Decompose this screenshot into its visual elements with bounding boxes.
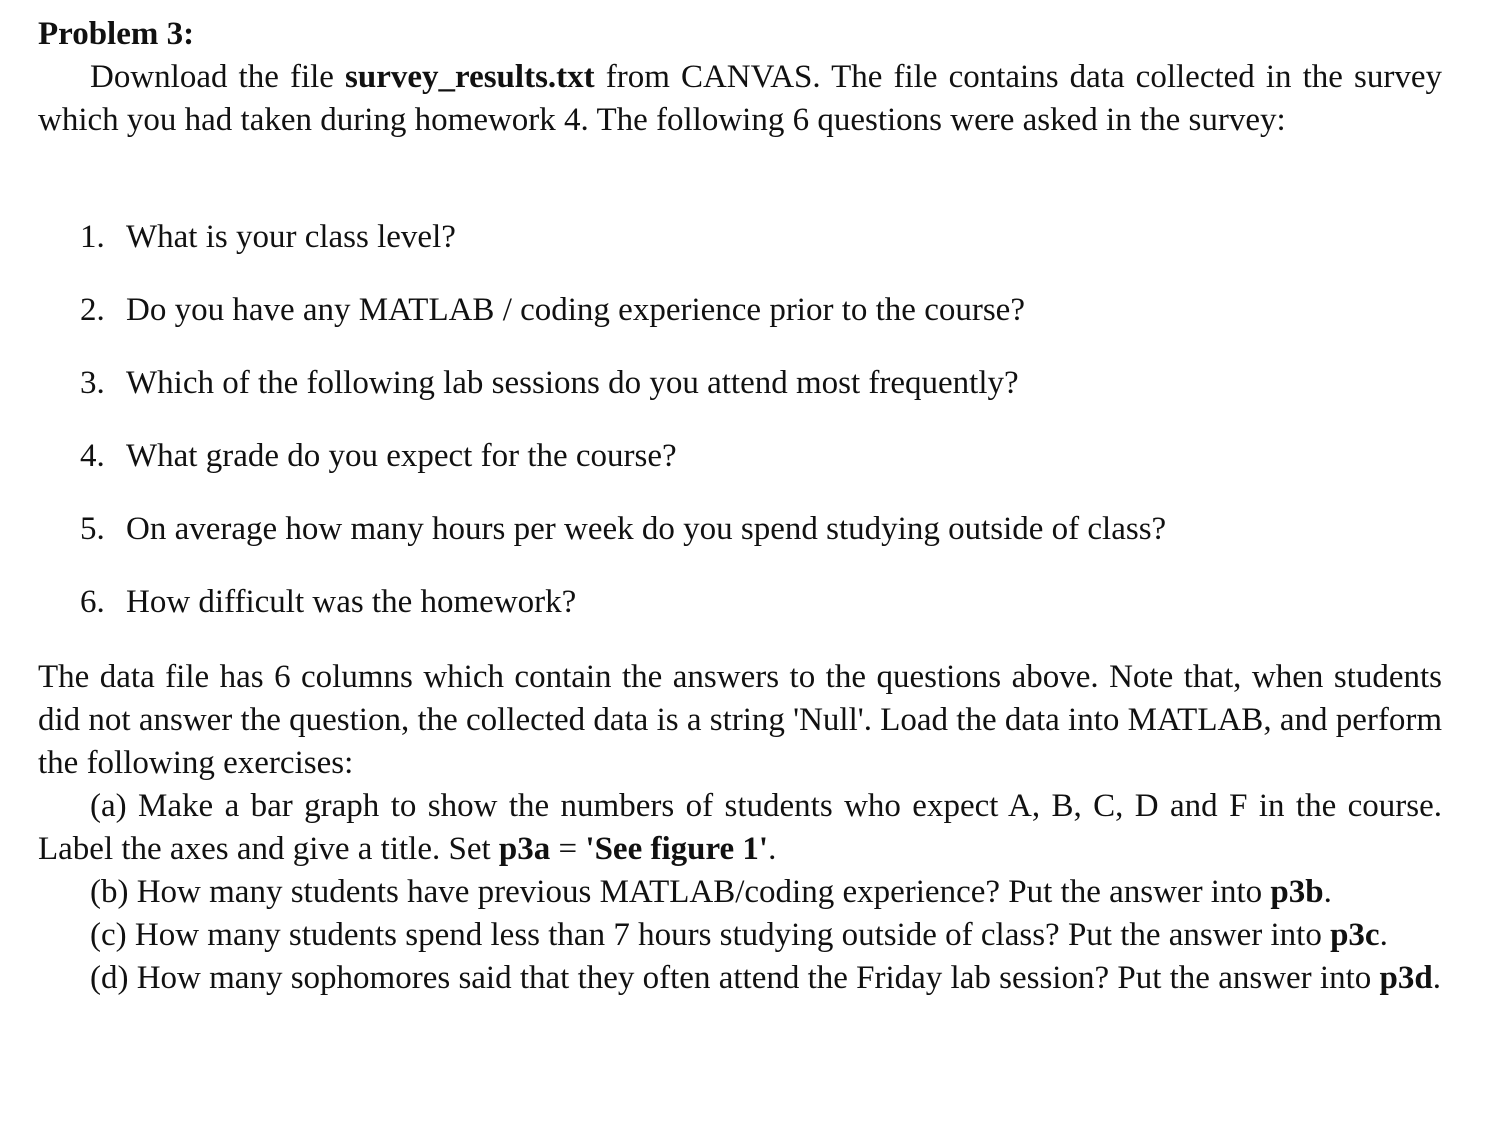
exercise-b-variable: p3b — [1270, 874, 1324, 910]
question-number: 6. — [80, 584, 105, 620]
exercise-c — [38, 914, 1442, 957]
question-number: 4. — [80, 438, 105, 474]
exercise-a-equals: = — [550, 831, 586, 867]
exercise-b-text: (b) How many students have previous MATLAB/coding experience? Put the answer into — [90, 874, 1271, 910]
exercise-c-end: . — [1379, 917, 1388, 953]
exercise-b — [38, 871, 1442, 914]
question-text: Which of the following lab sessions do you attend most frequently? — [126, 365, 1019, 401]
question-text: What is your class level? — [126, 219, 456, 255]
question-item — [80, 433, 1166, 506]
exercise-a — [38, 785, 1442, 871]
question-item — [80, 360, 1166, 433]
exercise-a-variable: p3a — [498, 831, 551, 867]
exercise-d-end: . — [1432, 960, 1441, 996]
exercise-a-value: 'See figure 1' — [585, 831, 769, 867]
question-number: 5. — [80, 511, 105, 547]
exercise-d-variable: p3d — [1379, 960, 1433, 996]
intro-paragraph — [38, 56, 1442, 142]
intro-filename: survey_results.txt — [345, 59, 595, 95]
question-item — [80, 579, 1166, 652]
data-paragraph: The data file has 6 columns which contain the answers to the questions above. Note that, when students did not answer the question, the collected data is a string 'Null'. Load the data into MATLAB, and perform the following exercises: — [38, 659, 1442, 781]
exercise-list — [38, 785, 1442, 1000]
intro-text-end: from CANVAS. The file contains data collected in the survey which you had taken during homework 4. The following 6 questions were asked in the survey: — [38, 59, 1442, 138]
question-text: On average how many hours per week do you spend studying outside of class? — [126, 511, 1167, 547]
problem-heading: Problem 3: — [38, 16, 195, 52]
exercise-a-text: (a) Make a bar graph to show the numbers of students who expect A, B, C, D and F in the course. Label the axes and give a title. Set — [38, 788, 1442, 867]
question-number: 2. — [80, 292, 105, 328]
exercise-b-end: . — [1323, 874, 1332, 910]
exercise-c-text: (c) How many students spend less than 7 hours studying outside of class? Put the answer into — [90, 917, 1331, 953]
exercise-a-end: . — [768, 831, 777, 867]
exercise-c-variable: p3c — [1330, 917, 1380, 953]
question-list — [80, 214, 1166, 652]
intro-text-start: Download the file — [90, 59, 346, 95]
question-text: Do you have any MATLAB / coding experience prior to the course? — [126, 292, 1025, 328]
question-number: 3. — [80, 365, 105, 401]
question-item — [80, 287, 1166, 360]
exercise-d — [38, 957, 1442, 1000]
question-text: How difficult was the homework? — [126, 584, 577, 620]
question-item — [80, 506, 1166, 579]
question-text: What grade do you expect for the course? — [126, 438, 677, 474]
question-item — [80, 214, 1166, 287]
exercise-d-text: (d) How many sophomores said that they often attend the Friday lab session? Put the answer into — [90, 960, 1380, 996]
question-number: 1. — [80, 219, 105, 255]
